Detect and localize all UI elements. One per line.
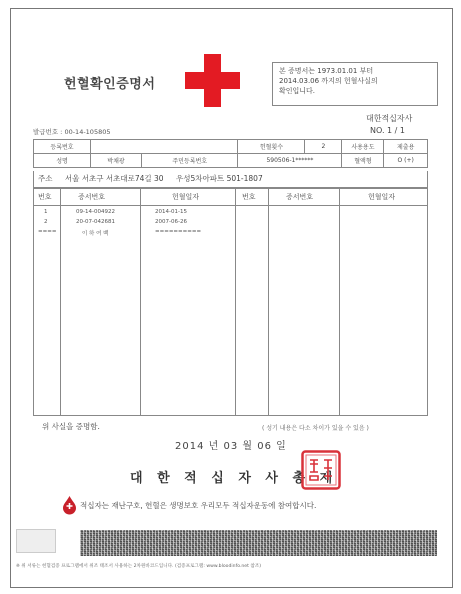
column-divider — [60, 189, 61, 415]
disclaimer-note: ( 성기 내용은 다소 차이가 있을 수 있음 ) — [262, 425, 369, 432]
blood-type-label: 혈액형 — [342, 154, 384, 168]
purpose-value: 제출용 — [384, 140, 428, 154]
column-divider — [339, 189, 340, 415]
row-no: 1 — [44, 209, 48, 215]
issuer-name: 대한적십자사 — [366, 114, 413, 123]
row-date: ========== — [155, 229, 202, 235]
address-value: 서울 서초구 서초대로74길 30 — [64, 174, 164, 183]
reg-no-label: 등록번호 — [34, 140, 91, 154]
column-divider — [235, 189, 236, 415]
red-cross-icon — [185, 54, 240, 107]
period-notice-box — [272, 62, 438, 106]
donation-list-table — [33, 188, 428, 416]
2d-barcode — [80, 530, 437, 556]
header-no: 번호 — [242, 193, 256, 201]
header-cert-no: 증서번호 — [78, 193, 106, 201]
campaign-slogan: 적십자는 재난구호, 헌혈은 생명보호 우리모두 적십자운동에 참여합시다. — [80, 501, 317, 510]
name-value: 박채광 — [91, 154, 142, 168]
column-divider — [140, 189, 141, 415]
rrn-value: 590506-1****** — [238, 154, 342, 168]
reg-no-value — [91, 140, 238, 154]
row-no: 2 — [44, 219, 48, 225]
header-date: 헌혈일자 — [172, 193, 200, 201]
blood-drop-icon — [62, 495, 77, 515]
row-cert-no: 09-14-004922 — [76, 209, 115, 215]
row-cert-no: 이 하 여 백 — [82, 231, 109, 237]
official-seal-icon — [301, 450, 341, 490]
address-value: 우성5차아파트 501-1807 — [175, 174, 263, 183]
row-date: 2007-06-26 — [155, 219, 187, 225]
document-title: 헌혈확인증명서 — [64, 77, 156, 92]
rrn-label: 주민등록번호 — [142, 154, 238, 168]
header-no: 번호 — [38, 193, 52, 201]
notice-line: 2014.03.06 까지의 헌혈사실의 — [279, 77, 378, 85]
purpose-label: 사용용도 — [342, 140, 384, 154]
blood-type-value: O (+) — [384, 154, 428, 168]
column-divider — [268, 189, 269, 415]
row-date: 2014-01-15 — [155, 209, 187, 215]
address-row — [33, 171, 428, 188]
donation-count-label: 헌혈횟수 — [238, 140, 305, 154]
issue-number: 발급번호 : 00-14-105805 — [33, 128, 111, 136]
certify-statement: 위 사실을 증명함. — [42, 422, 100, 431]
notice-line: 본 증명서는 1973.01.01 부터 — [279, 67, 374, 75]
notice-line: 확인입니다. — [279, 87, 316, 95]
header-cert-no: 증서번호 — [286, 193, 314, 201]
issue-date: 2014 년 03 월 06 일 — [175, 441, 287, 452]
header-date: 헌혈일자 — [368, 193, 396, 201]
issuer-signature: 대 한 적 십 자 사 총 재 — [130, 471, 338, 486]
logo-stamp-area — [16, 529, 56, 553]
row-no: ==== — [38, 229, 57, 235]
row-cert-no: 20-07-042681 — [76, 219, 115, 225]
page-number: NO. 1 / 1 — [370, 126, 406, 135]
footer-note: ※ 위 서류는 헌혈검증 프로그램에서 위조 태조서 사용하는 2차원바코드입니다. (검증프로그램: www.bloodinfo.net 참조) — [16, 564, 262, 569]
personal-info-table — [33, 139, 428, 168]
donation-count-value: 2 — [305, 140, 342, 154]
header-divider — [34, 205, 427, 206]
name-label: 성명 — [34, 154, 91, 168]
address-label: 주소 — [38, 174, 53, 183]
